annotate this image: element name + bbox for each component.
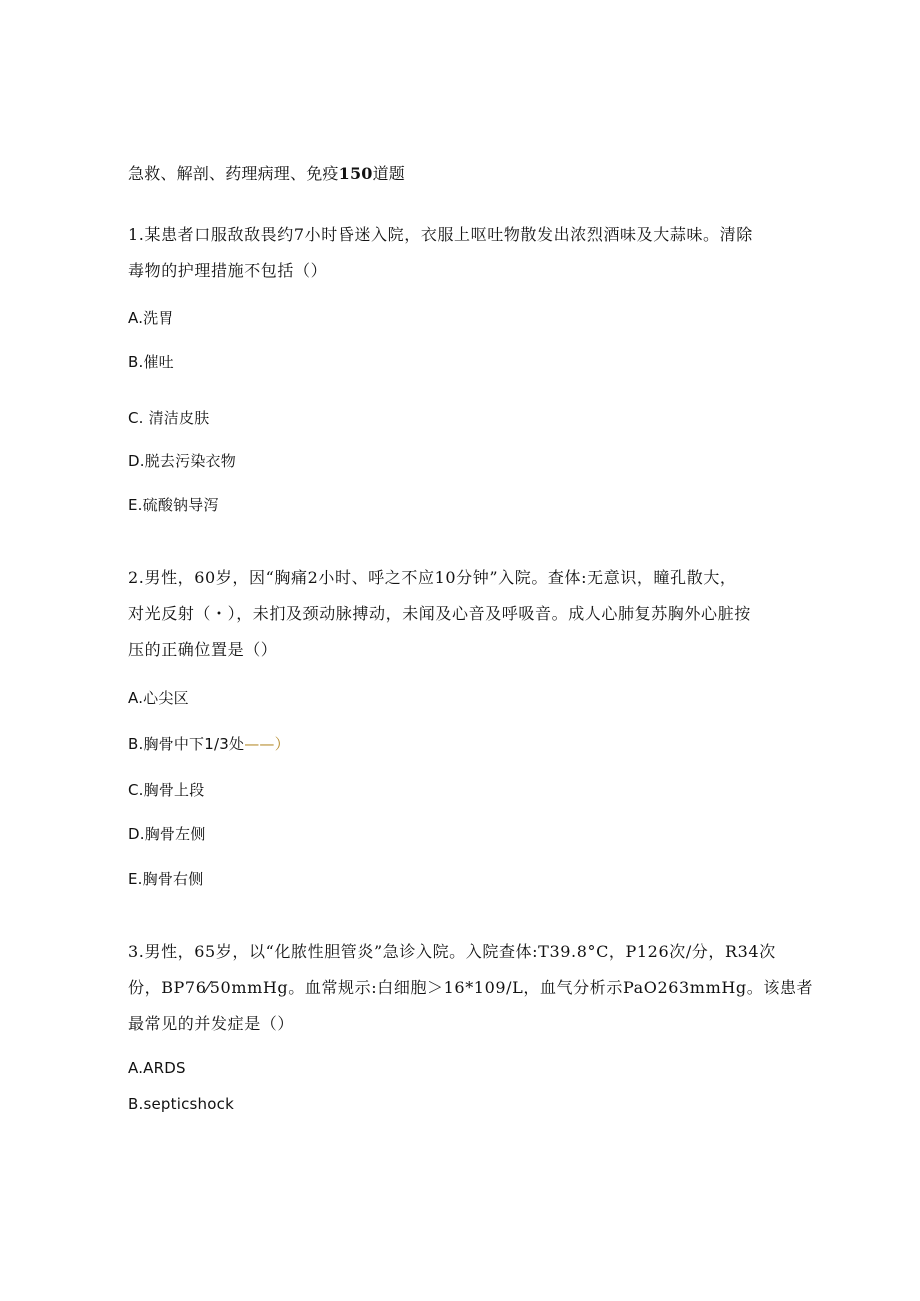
document-title [128,164,405,184]
question-2-line-3: 压的正确位置是（） [128,640,278,659]
question-3-line-3: 最常见的并发症是（） [128,1014,295,1033]
answer-mark: ——） [244,735,290,753]
title-suffix: 道题 [372,164,406,183]
question-2-option-b[interactable] [128,734,290,754]
question-2-option-b-text: B.胸骨中下1/3处 [128,735,245,753]
question-2-option-e[interactable]: E.胸骨右侧 [128,870,204,888]
question-1-option-c[interactable]: C. 清洁皮肤 [128,409,210,427]
question-2-line-2: 对光反射（・），未扪及颈动脉搏动，未闻及心音及呼吸音。成人心肺复苏胸外心脏按 [128,604,751,623]
question-1-line-2: 毒物的护理措施不包括（） [128,261,328,280]
question-2-option-c[interactable]: C.胸骨上段 [128,781,205,799]
title-prefix: 急救、解剖、药理病理、免疫 [128,164,339,183]
question-2-line-1: 2.男性，60岁，因“胸痛2小时、呼之不应10分钟”入院。查体:无意识，瞳孔散大， [128,568,737,587]
question-3-option-a[interactable]: A.ARDS [128,1059,186,1077]
question-2-option-d[interactable]: D.胸骨左侧 [128,825,206,843]
question-2-option-a[interactable]: A.心尖区 [128,689,189,707]
question-3-line-2: 份，BP76⁄50mmHg。血常规示:白细胞＞16*109/L，血气分析示PaO263mmHg。该患者 [128,978,814,997]
question-1-option-b[interactable]: B.催吐 [128,353,174,371]
question-1-option-d[interactable]: D.脱去污染衣物 [128,452,236,470]
question-3-option-b[interactable]: B.septicshock [128,1095,234,1113]
question-1-option-a[interactable]: A.洗胃 [128,309,174,327]
question-1-option-e[interactable]: E.硫酸钠导泻 [128,496,219,514]
title-number: 150 [338,164,373,183]
question-1-line-1: 1.某患者口服敌敌畏约7小时昏迷入院，衣服上呕吐物散发出浓烈酒味及大蒜味。清除 [128,225,753,244]
question-3-line-1: 3.男性，65岁，以“化脓性胆管炎”急诊入院。入院查体:T39.8°C，P126次/分，R34次 [128,942,776,961]
